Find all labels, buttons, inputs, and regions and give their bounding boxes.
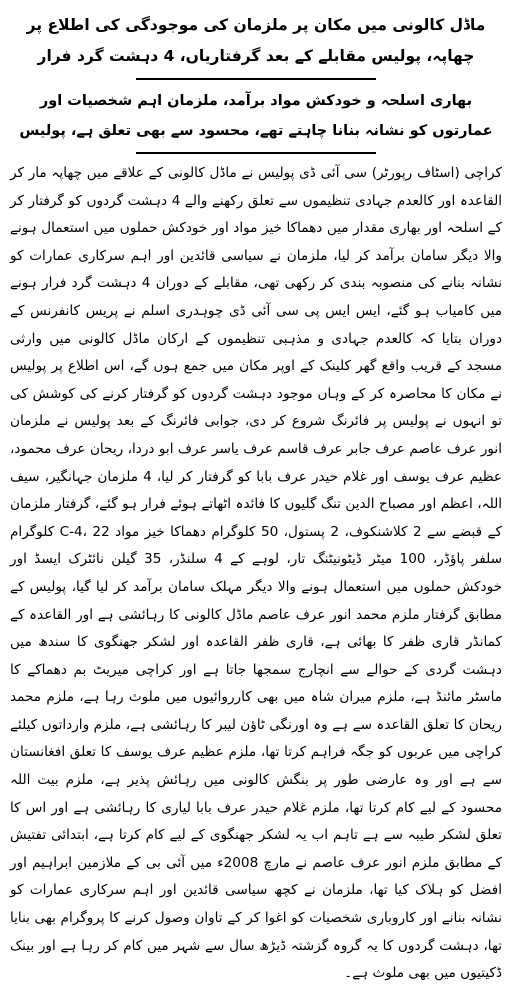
article-subheadline: بھاری اسلحہ و خودکش مواد برآمد، ملزمان اہم شخصیات اور عمارتوں کو نشانہ بنانا چاہتے تھے، محسود سے بھی تعلق ہے، پولیس: [19, 93, 493, 139]
subheadline-divider: [136, 152, 376, 154]
headline-divider: [136, 78, 376, 80]
article-body: کراچی (اسٹاف رپورٹر) سی آئی ڈی پولیس نے ماڈل کالونی کے علاقے میں چھاپہ مار کر القاعدہ اور کالعدم جہادی تنظیموں سے تعلق رکھنے والے 4 دہشت گردوں کو گرفتار کر کے اسلحہ اور بھاری مقدار میں دھماکا خیز مواد اور خودکش حملوں میں استعمال ہونے والا دیگر سامان برآمد کر لیا، ملزمان نے سیاسی قائدین اور اہم سرکاری عمارات کو نشانہ بنانے کی منصوبہ بندی کر رکھی تھی، مقابلے کے دوران 4 دہشت گرد فرار ہونے میں کامیاب ہو گئے، ایس ایس پی سی آئی ڈی چوہدری اسلم نے پریس کانفرنس کے دوران بتایا کہ کالعدم جہادی و مذہبی تنظیموں کے ارکان ماڈل کالونی میں وارثی مسجد کے قریب واقع گھر کلینک کے اوپر مکان میں جمع ہوں گے، اس اطلاع پر پولیس نے مکان کا محاصرہ کر کے وہاں موجود دہشت گردوں کو گرفتار کرنے کی کوشش کی تو انہوں نے پولیس پر فائرنگ شروع کر دی، جوابی فائرنگ کے بعد پولیس نے ملزمان انور عرف عاصم عرف جابر عرف قاسم عرف یاسر عرف ابو دردا، ریحان عرف محمود، عظیم عرف یوسف اور غلام حیدر عرف بابا کو گرفتار کر لیا، 4 ملزمان جہانگیر، سیف اللہ، اعظم اور مصباح الدین تنگ گلیوں کا فائدہ اٹھاتے ہوئے فرار ہو گئے، گرفتار ملزمان کے قبضے سے 2 کلاشنکوف، 2 پستول، 50 کلوگرام دھماکا خیز مواد C-4، 22 کلوگرام سلفر پاؤڈر، 100 میٹر ڈیٹونیٹنگ تار، لوہے کے 4 سلنڈر، 35 گیلن نائٹرک ایسڈ اور خودکش حملوں میں استعمال ہونے والا دیگر مہلک سامان برآمد کر لیا گیا، پولیس کے مطابق گرفتار ملزم محمد انور عرف عاصم ماڈل کالونی کا رہائشی ہے اور القاعدہ کے کمانڈر قاری ظفر کا بھائی ہے، قاری ظفر القاعدہ اور لشکر جھنگوی کا سندھ میں دہشت گردی کے حوالے سے انچارج سمجھا جاتا ہے اور کراچی میریٹ بم دھماکے کا ماسٹر مائنڈ ہے، ملزم میران شاہ میں بھی کارروائیوں میں ملوث رہا ہے، ملزم محمد ریحان کا تعلق القاعدہ سے ہے وہ اورنگی ٹاؤن لیبر کا رہائشی ہے، ملزم وارداتوں کیلئے کراچی میں عربوں کو جگہ فراہم کرتا تھا، ملزم عظیم عرف یوسف کا تعلق افغانستان سے ہے اور وہ عارضی طور پر بنگش کالونی میں رہائش پذیر ہے، ملزم بیت اللہ محسود کے لیے کام کرتا تھا، ملزم غلام حیدر عرف بابا لیاری کا رہائشی ہے اور اس کا تعلق لشکر طیبہ سے ہے تاہم اب یہ لشکر جھنگوی کے لیے کام کرتا ہے، ابتدائی تفتیش کے مطابق ملزم انور عرف عاصم نے مارچ 2008ء میں آئی بی کے ملازمین ابراہیم اور افضل کو ہلاک کیا تھا، ملزمان نے کچھ سیاسی قائدین اور اہم سرکاری عمارات کو نشانہ بنانے اور کاروباری شخصیات کو اغوا کر کے تاوان وصول کرنے کا پروگرام بھی بنایا تھا، دہشت گردوں کا یہ گروہ گزشتہ ڈیڑھ سال سے شہر میں کام کر رہا ہے اور بینک ڈکیتیوں میں بھی ملوث ہے۔: [10, 165, 502, 982]
article-headline: ماڈل کالونی میں مکان پر ملزمان کی موجودگی کی اطلاع پر چھاپہ، پولیس مقابلے کے بعد گرفتاریاں، 4 دہشت گرد فرار: [26, 16, 486, 65]
